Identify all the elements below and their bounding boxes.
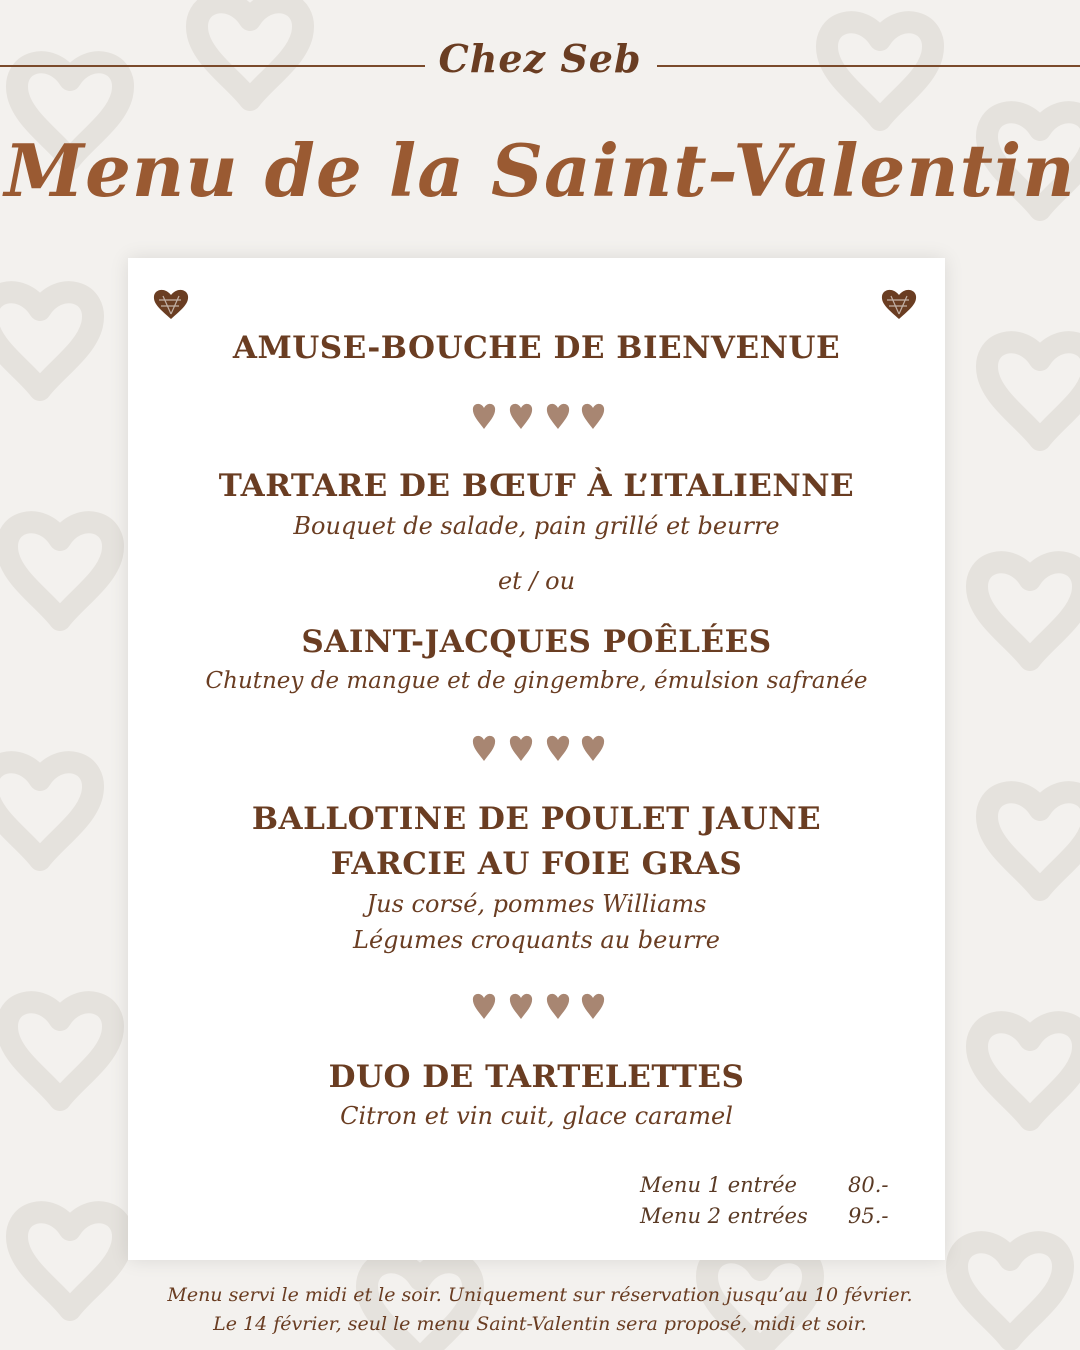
footer-note-line1: Menu servi le midi et le soir. Uniquement sur réservation jusqu’au 10 février. <box>167 1284 913 1306</box>
price-label: Menu 1 entrée <box>640 1173 797 1197</box>
price-value: 80.- <box>848 1173 889 1197</box>
course-main-title-line1: BALLOTINE DE POULET JAUNE <box>251 801 822 837</box>
heart-divider-icon <box>470 733 606 763</box>
course-dessert-title: DUO DE TARTELETTES <box>328 1059 745 1095</box>
heart-icon <box>879 286 919 322</box>
course-starter2-title: SAINT-JACQUES POÊLÉES <box>301 624 772 660</box>
price-row <box>640 1204 889 1228</box>
heart-divider-icon <box>470 401 606 431</box>
footer-note-line2: Le 14 février, seul le menu Saint-Valentin sera proposé, midi et soir. <box>213 1313 867 1335</box>
course-or-separator: et / ou <box>497 567 576 595</box>
menu-card <box>128 258 945 1260</box>
price-row <box>640 1173 889 1197</box>
price-value: 95.- <box>848 1204 889 1228</box>
heart-icon <box>151 286 191 322</box>
course-starter2-description: Chutney de mangue et de gingembre, émulsion safranée <box>205 668 868 694</box>
course-main-title-line2: FARCIE AU FOIE GRAS <box>330 846 743 882</box>
course-main-description-line2: Légumes croquants au beurre <box>353 926 720 954</box>
course-starter1-description: Bouquet de salade, pain grillé et beurre <box>293 512 780 540</box>
restaurant-name: Chez Seb <box>438 36 642 81</box>
course-amuse-bouche-title: AMUSE-BOUCHE DE BIENVENUE <box>232 330 841 366</box>
heart-divider-icon <box>470 991 606 1021</box>
price-label: Menu 2 entrées <box>640 1204 808 1228</box>
course-dessert-description: Citron et vin cuit, glace caramel <box>340 1102 733 1130</box>
course-main-description-line1: Jus corsé, pommes Williams <box>366 890 707 918</box>
page-title: Menu de la Saint-Valentin <box>4 128 1076 213</box>
course-starter1-title: TARTARE DE BŒUF À L’ITALIENNE <box>218 468 855 504</box>
